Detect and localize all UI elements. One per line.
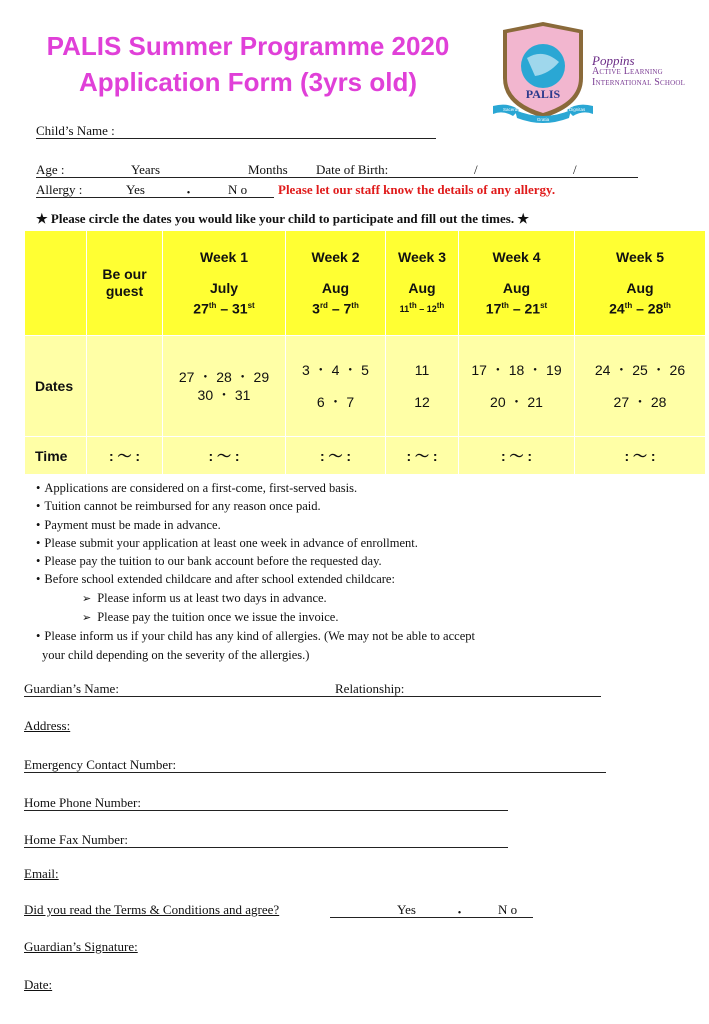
week-3-dates[interactable] xyxy=(386,336,459,437)
years-label: Years xyxy=(131,162,161,177)
note-item-continued: your child depending on the severity of the allergies.) xyxy=(42,647,310,662)
date-row xyxy=(24,977,52,993)
week-3-header[interactable] xyxy=(386,231,459,336)
week-5-header[interactable] xyxy=(575,231,706,336)
week-4-name: Week 4 xyxy=(492,248,541,265)
child-name-label: Child’s Name : xyxy=(36,123,115,138)
week-3-range: 11th – 12th xyxy=(399,300,445,314)
dob-label: Date of Birth: xyxy=(316,162,389,177)
emergency-contact-label: Emergency Contact Number: xyxy=(24,757,177,772)
note-item: • Payment must be made in advance. xyxy=(36,516,636,534)
week-1-name: Week 1 xyxy=(200,248,248,265)
terms-separator: ・ xyxy=(453,905,467,920)
week-4-dates-line-2: 20 ・ 21 xyxy=(490,394,543,410)
week-4-month: Aug xyxy=(502,279,531,296)
allergy-note: Please let our staff know the details of any allergy. xyxy=(278,182,556,197)
note-item: • Applications are considered on a first-come, first-served basis. xyxy=(36,479,636,497)
guest-time-field[interactable]: : ～ : xyxy=(87,437,163,475)
address-row xyxy=(24,718,70,734)
note-item: • Please inform us if your child has any kind of allergies. (We may not be able to accept xyxy=(36,627,636,645)
week-5-dates[interactable] xyxy=(575,336,706,437)
dob-slash-1: / xyxy=(474,162,478,177)
dates-label: Dates xyxy=(25,336,87,437)
school-brand xyxy=(592,55,685,88)
crest-ribbon-left: Sacerdos xyxy=(503,107,523,112)
week-4-range: 17th – 21st xyxy=(485,300,548,317)
sub-note-item: ➢ Please inform us at least two days in advance. xyxy=(36,589,636,608)
crest-ribbon-bottom: Gratia xyxy=(536,117,550,122)
terms-question: Did you read the Terms & Conditions and agree? xyxy=(24,902,280,917)
week-5-name: Week 5 xyxy=(616,248,664,265)
email-label: Email: xyxy=(24,866,59,881)
schedule-time-row xyxy=(25,437,706,475)
week-3-name: Week 3 xyxy=(398,248,446,265)
months-label: Months xyxy=(248,162,288,177)
week-1-time-field[interactable]: : ～ : xyxy=(163,437,286,475)
palis-crest-logo xyxy=(489,18,597,128)
allergy-no-option[interactable]: N o xyxy=(228,182,248,197)
guardian-name-field[interactable] xyxy=(24,696,601,697)
week-2-range: 3rd – 7th xyxy=(312,300,359,317)
week-4-dates[interactable] xyxy=(459,336,575,437)
schedule-dates-row xyxy=(25,336,706,437)
terms-underline xyxy=(330,917,533,918)
note-item: • Tuition cannot be reimbursed for any reason once paid. xyxy=(36,497,636,515)
dob-slash-2: / xyxy=(573,162,577,177)
relationship-label: Relationship: xyxy=(335,681,405,696)
signature-label: Guardian’s Signature: xyxy=(24,939,138,954)
week-1-dates[interactable] xyxy=(163,336,286,437)
child-name-field[interactable] xyxy=(36,138,436,139)
age-label: Age : xyxy=(36,162,65,177)
week-2-dates-line-2: 6 ・ 7 xyxy=(316,394,355,410)
email-row xyxy=(24,866,59,882)
emergency-contact-field[interactable] xyxy=(24,772,606,773)
week-1-range: 27th – 31st xyxy=(193,300,255,317)
week-3-time-field[interactable]: : ～ : xyxy=(386,437,459,475)
week-2-dates[interactable] xyxy=(286,336,386,437)
allergy-yes-option[interactable]: Yes xyxy=(126,182,145,197)
schedule-header-row xyxy=(25,231,706,336)
week-5-month: Aug xyxy=(626,279,654,296)
week-3-dates-line-2: 12 xyxy=(414,394,430,410)
week-1-dates-line-2: 30 ・ 31 xyxy=(197,387,251,403)
week-5-time-field[interactable]: : ～ : xyxy=(575,437,706,475)
week-4-dates-line-1: 17 ・ 18 ・ 19 xyxy=(471,362,562,378)
terms-row xyxy=(24,902,279,918)
week-4-header[interactable] xyxy=(459,231,575,336)
brand-script: Poppins xyxy=(592,53,635,68)
note-item: • Before school extended childcare and after school extended childcare: xyxy=(36,570,636,588)
address-label: Address: xyxy=(24,718,71,733)
week-2-month: Aug xyxy=(321,279,350,296)
title-line-2: Application Form (3yrs old) xyxy=(78,67,418,97)
note-item: • Please submit your application at least one week in advance of enrollment. xyxy=(36,534,636,552)
week-5-dates-line-1: 24 ・ 25 ・ 26 xyxy=(594,362,686,378)
guardian-name-label: Guardian’s Name: xyxy=(24,681,119,696)
title-line-1: PALIS Summer Programme 2020 xyxy=(46,31,450,61)
signature-row xyxy=(24,939,138,955)
terms-no-option[interactable]: N o xyxy=(498,902,518,917)
week-2-time-field[interactable]: : ～ : xyxy=(286,437,386,475)
sub-note-item: ➢ Please pay the tuition once we issue the invoice. xyxy=(36,608,636,627)
week-4-time-field[interactable]: : ～ : xyxy=(459,437,575,475)
home-fax-label: Home Fax Number: xyxy=(24,832,128,847)
brand-line-2: Active Learning xyxy=(592,66,663,77)
crest-name: PALIS xyxy=(525,87,561,101)
terms-yes-option[interactable]: Yes xyxy=(397,902,416,917)
schedule-table xyxy=(24,230,706,475)
allergy-separator: ・ xyxy=(182,185,196,200)
week-3-month: Aug xyxy=(408,279,436,296)
crest-ribbon-right: Dignitas xyxy=(569,107,586,112)
home-phone-field[interactable] xyxy=(24,810,508,811)
guest-dates-cell[interactable] xyxy=(87,336,163,437)
allergy-field xyxy=(36,197,274,198)
time-label: Time xyxy=(25,437,87,475)
week-2-name: Week 2 xyxy=(311,248,360,265)
header-corner xyxy=(25,231,87,336)
week-1-month: July xyxy=(209,279,238,296)
instruction-text: ★ Please circle the dates you would like your child to participate and fill out the times. ★ xyxy=(36,211,529,226)
week-2-header[interactable] xyxy=(286,231,386,336)
date-label: Date: xyxy=(24,977,53,992)
brand-line-3: International School xyxy=(592,77,686,88)
week-1-header[interactable] xyxy=(163,231,286,336)
allergy-label: Allergy : xyxy=(36,182,83,197)
week-1-dates-line-1: 27 ・ 28 ・ 29 xyxy=(178,369,270,385)
week-5-dates-line-2: 27 ・ 28 xyxy=(613,394,667,410)
week-5-range: 24th – 28th xyxy=(609,300,671,317)
week-3-dates-line-1: 11 xyxy=(414,362,430,378)
policy-notes xyxy=(36,479,636,664)
guest-header[interactable]: Be our guest xyxy=(87,231,163,336)
form-title xyxy=(18,28,478,100)
home-fax-field[interactable] xyxy=(24,847,508,848)
home-phone-label: Home Phone Number: xyxy=(24,795,141,810)
age-dob-field[interactable] xyxy=(36,177,638,178)
note-item: • Please pay the tuition to our bank account before the requested day. xyxy=(36,552,636,570)
week-2-dates-line-1: 3 ・ 4 ・ 5 xyxy=(302,362,369,378)
